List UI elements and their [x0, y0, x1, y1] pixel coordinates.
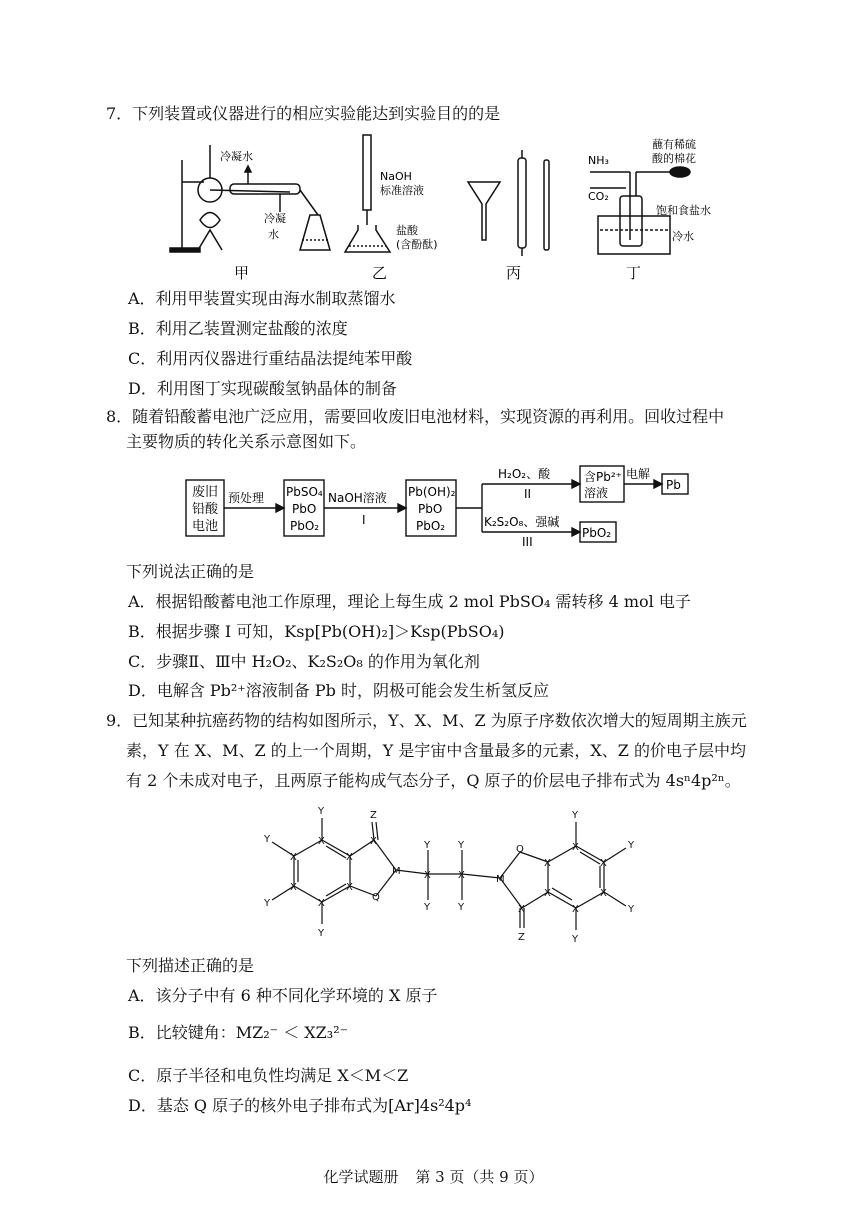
flow-box4-line2: 溶液: [584, 486, 609, 500]
apparatus-bing: [468, 150, 549, 256]
q8-prompt: 下列说法正确的是: [126, 562, 255, 581]
footer-page: 第 3 页（共 9 页）: [415, 1168, 544, 1186]
atom-q: Q: [516, 844, 524, 855]
atom-x: X: [544, 888, 551, 899]
q8-option-a: A．根据铅酸蓄电池工作原理，理论上每生成 2 mol PbSO₄ 需转移 4 mol 电子: [128, 592, 691, 611]
label-brine: 饱和食盐水: [656, 204, 711, 217]
atom-y: Y: [264, 898, 271, 909]
atom-z: Z: [518, 932, 525, 943]
page-footer: [0, 1166, 867, 1187]
atom-y: Y: [458, 840, 465, 851]
label-cotton-2: 酸的棉花: [652, 152, 696, 165]
atom-x: X: [290, 852, 297, 863]
label-naoh-1: NaOH: [380, 170, 412, 183]
q9-prompt: 下列描述正确的是: [126, 956, 255, 975]
flow-box1-line2: 铅酸: [192, 502, 219, 517]
label-naoh-2: 标准溶液: [380, 184, 424, 197]
flow-arrow1-label: 预处理: [228, 491, 265, 505]
q7-option-b: B．利用乙装置测定盐酸的浓度: [128, 319, 348, 338]
flow-box3-line3: PbO₂: [416, 519, 446, 533]
flow-arrow2-bottom: I: [362, 513, 366, 527]
label-co2: CO₂: [588, 190, 609, 203]
q8-stem-2: 主要物质的转化关系示意图如下。: [126, 432, 367, 451]
atom-y: Y: [628, 840, 635, 851]
q8-stem-1: 8．随着铅酸蓄电池广泛应用，需要回收废旧电池材料，实现资源的再利用。回收过程中: [106, 407, 725, 426]
flow-box1-line3: 电池: [192, 519, 219, 534]
q7-stem: 7．下列装置或仪器进行的相应实验能达到实验目的的是: [106, 104, 501, 123]
atom-m: M: [392, 866, 401, 877]
atom-q: Q: [372, 892, 380, 903]
q7-apparatus-figure: [160, 130, 720, 290]
atom-y: Y: [424, 840, 431, 851]
atom-x: X: [424, 870, 431, 881]
q9-option-d: D．基态 Q 原子的核外电子排布式为[Ar]4s²4p⁴: [128, 1096, 472, 1115]
atom-x: X: [572, 904, 579, 915]
flow-box2-line2: PbO: [292, 502, 317, 516]
flow-arrow2-top: NaOH溶液: [328, 491, 387, 505]
atom-z: Z: [370, 810, 377, 821]
flow-box2-line3: PbO₂: [290, 519, 320, 533]
q9-option-a: A．该分子中有 6 种不同化学环境的 X 原子: [128, 986, 438, 1005]
q8-option-c: C．步骤Ⅱ、Ⅲ中 H₂O₂、K₂S₂O₈ 的作用为氧化剂: [128, 652, 480, 671]
atom-x: X: [346, 882, 353, 893]
label-jia: 甲: [234, 264, 250, 282]
flow-box3-line2: PbO: [418, 502, 443, 516]
atom-x: X: [518, 904, 525, 915]
flow-electrolysis: 电解: [626, 467, 651, 481]
atom-y: Y: [318, 806, 325, 817]
label-ding: 丁: [626, 264, 642, 282]
q8-option-d: D．电解含 Pb²⁺溶液制备 Pb 时，阴极可能会发生析氢反应: [128, 681, 549, 700]
flow-branch-bottom-num: III: [522, 535, 533, 549]
label-cotton-1: 蘸有稀硫: [652, 138, 696, 151]
q8-flow-diagram: [180, 460, 720, 552]
label-hcl-2: (含酚酞): [396, 238, 438, 251]
atom-x: X: [600, 858, 607, 869]
atom-x: X: [370, 836, 377, 847]
label-nh3: NH₃: [588, 154, 609, 167]
q9-molecule-structure: [250, 800, 650, 950]
atom-m: M: [496, 874, 505, 885]
atom-y: Y: [572, 934, 579, 945]
atom-x: X: [290, 882, 297, 893]
label-condense-water-side1: 冷凝: [264, 212, 286, 225]
flow-branch-top-num: II: [524, 487, 532, 501]
atom-x: X: [346, 852, 353, 863]
footer-book: 化学试题册: [323, 1168, 399, 1186]
label-hcl-1: 盐酸: [396, 224, 418, 237]
atom-x: X: [318, 836, 325, 847]
q8-option-b: B．根据步骤 I 可知，Ksp[Pb(OH)₂]＞Ksp(PbSO₄): [128, 622, 505, 641]
atom-x: X: [572, 842, 579, 853]
atom-x: X: [600, 888, 607, 899]
flow-box1-line1: 废旧: [192, 485, 219, 500]
atom-y: Y: [458, 902, 465, 913]
atom-y: Y: [318, 928, 325, 939]
flow-box4-line1: 含Pb²⁺: [584, 470, 622, 484]
flow-branch-bottom-label: K₂S₂O₈、强碱: [484, 515, 560, 529]
atom-x: X: [544, 858, 551, 869]
atom-x: X: [458, 870, 465, 881]
flow-box6: PbO₂: [582, 526, 612, 540]
q7-option-d: D．利用图丁实现碳酸氢钠晶体的制备: [128, 379, 397, 398]
q9-stem-2: 素，Y 在 X、M、Z 的上一个周期，Y 是宇宙中含量最多的元素，X、Z 的价电子层中均: [126, 741, 746, 760]
atom-y: Y: [628, 904, 635, 915]
atom-x: X: [318, 898, 325, 909]
flow-box5: Pb: [666, 478, 681, 492]
label-yi: 乙: [372, 264, 388, 282]
flow-branch-top-label: H₂O₂、酸: [498, 467, 551, 481]
q9-stem-1: 9．已知某种抗癌药物的结构如图所示，Y、X、M、Z 为原子序数依次增大的短周期主族元: [106, 711, 747, 730]
flow-box2-line1: PbSO₄: [286, 485, 323, 499]
label-bing: 丙: [506, 264, 522, 282]
atom-y: Y: [264, 834, 271, 845]
q9-option-b: B．比较键角：MZ₂⁻ ＜ XZ₃²⁻: [128, 1023, 349, 1042]
atom-y: Y: [424, 902, 431, 913]
q7-option-c: C．利用丙仪器进行重结晶法提纯苯甲酸: [128, 349, 413, 368]
label-cold-water: 冷水: [672, 230, 694, 243]
q9-stem-3: 有 2 个未成对电子，且两原子能构成气态分子，Q 原子的价层电子排布式为 4sⁿ4p²ⁿ。: [126, 771, 741, 790]
atom-y: Y: [572, 810, 579, 821]
label-condense-water-top: 冷凝水: [220, 150, 253, 163]
flow-box3-line1: Pb(OH)₂: [408, 485, 456, 499]
label-condense-water-side2: 水: [268, 228, 279, 241]
q7-option-a: A．利用甲装置实现由海水制取蒸馏水: [128, 289, 396, 308]
q9-option-c: C．原子半径和电负性均满足 X＜M＜Z: [128, 1066, 409, 1085]
